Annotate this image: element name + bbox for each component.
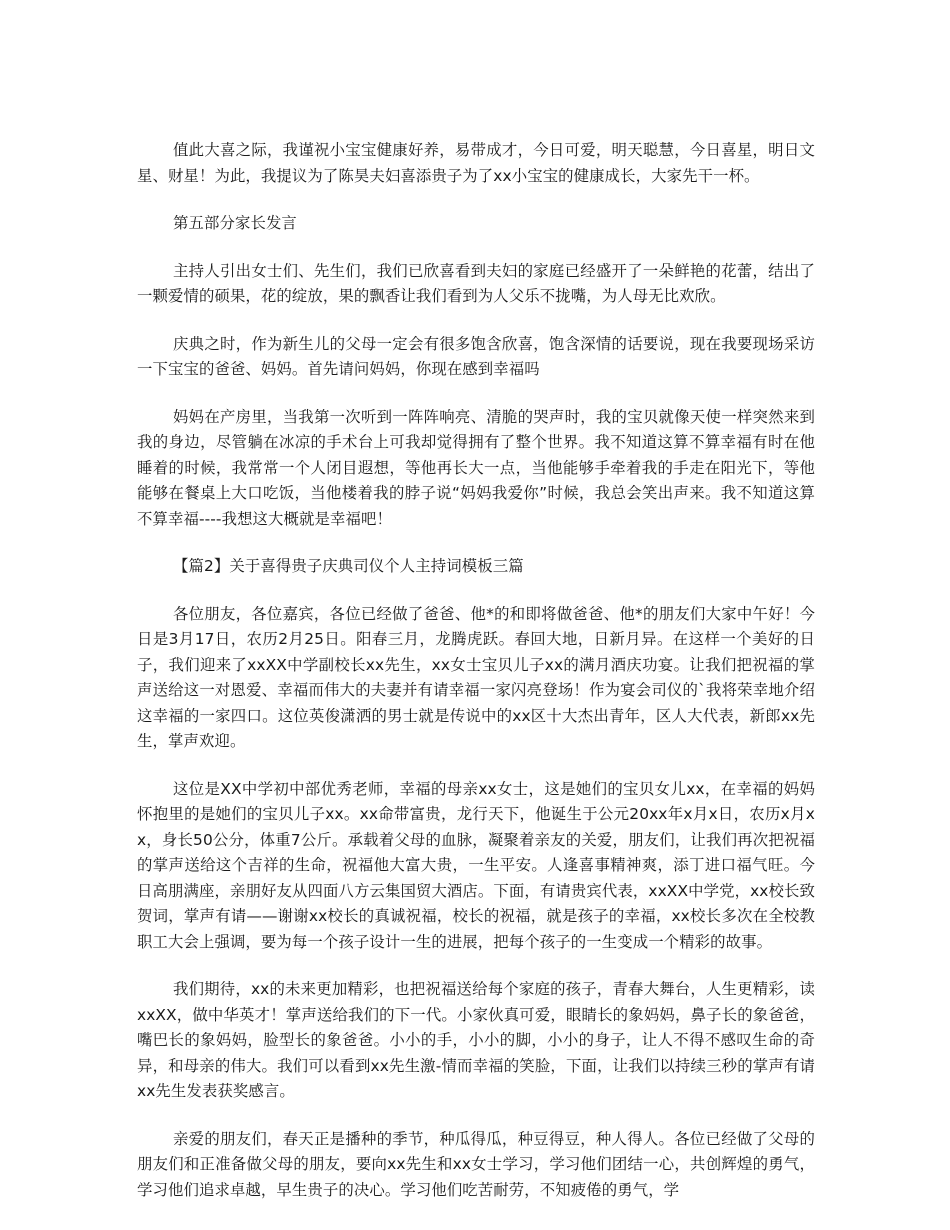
paragraph-spring: 亲爱的朋友们，春天正是播种的季节，种瓜得瓜，种豆得豆，种人得人。各位已经做了父母的朋友们和正准备做父母的朋友，要向xx先生和xx女士学习，学习他们团结一心，共创辉煌的勇气，学习他们追求卓越，早生贵子的决心。学习他们吃苦耐劳，不知疲倦的勇气，学 xyxy=(137,1129,815,1199)
section-heading-part-2: 【篇2】关于喜得贵子庆典司仪个人主持词模板三篇 xyxy=(173,557,524,575)
paragraph-welcome: 各位朋友，各位嘉宾，各位已经做了爸爸、他*的和即将做爸爸、他*的朋友们大家中午好！今日是3月17日，农历2月25日。阳春三月，龙腾虎跃。春回大地，日新月异。在这样一个美好的日子，我们迎来了xxXX中学副校长xx先生，xx女士宝贝儿子xx的满月酒庆功宴。让我们把祝福的掌声送给这一对恩爱、幸福而伟大的夫妻并有请幸福一家闪亮登场！作为宴会司仪的`我将荣幸地介绍这幸福的一家四口。这位英俊潇洒的男士就是传说中的xx区十大杰出青年，区人大代表，新郎xx先生，掌声欢迎。 xyxy=(137,604,815,750)
section-heading-parent-speech: 第五部分家长发言 xyxy=(173,214,297,232)
paragraph-toast: 值此大喜之际，我谨祝小宝宝健康好养，易带成才，今日可爱，明天聪慧，今日喜星，明日文星、财星！为此，我提议为了陈昊夫妇喜添贵子为了xx小宝宝的健康成长，大家先干一杯。 xyxy=(137,141,815,185)
paragraph-mother-intro: 这位是XX中学初中部优秀老师，幸福的母亲xx女士，这是她们的宝贝女儿xx，在幸福的妈妈怀抱里的是她们的宝贝儿子xx。xx命带富贵，龙行天下，他诞生于公元20xx年x月x日，农历x月xx，身长50公分，体重7公斤。承载着父母的血脉，凝聚着亲友的关爱，朋友们，让我们再次把祝福的掌声送给这个吉祥的生命，祝福他大富大贵，一生平安。人逢喜事精神爽，添丁进口福气旺。今日高朋满座，亲朋好友从四面八方云集国贸大酒店。下面，有请贵宾代表，xxXX中学党，xx校长致贺词，掌声有请——谢谢xx校长的真诚祝福，校长的祝福，就是孩子的幸福，xx校长多次在全校教职工大会上强调，要为每一个孩子设计一生的进展，把每个孩子的一生变成一个精彩的故事。 xyxy=(137,779,815,951)
paragraph-expectation: 我们期待，xx的未来更加精彩，也把祝福送给每个家庭的孩子，青春大舞台，人生更精彩，读xxXX，做中华英才！掌声送给我们的下一代。小家伙真可爱，眼睛长的象妈妈，鼻子长的象爸爸，嘴巴长的象妈妈，脸型长的象爸爸。小小的手，小小的脚，小小的身子，让人不得不感叹生命的奇异，和母亲的伟大。我们可以看到xx先生激-情而幸福的笑脸，下面，让我们以持续三秒的掌声有请xx先生发表获奖感言。 xyxy=(137,980,815,1100)
paragraph-host-intro: 主持人引出女士们、先生们，我们已欣喜看到夫妇的家庭已经盛开了一朵鲜艳的花蕾，结出了一颗爱情的硕果，花的绽放，果的飘香让我们看到为人父乐不拢嘴，为人母无比欢欣。 xyxy=(137,261,815,305)
paragraph-interview: 庆典之时，作为新生儿的父母一定会有很多饱含欣喜，饱含深情的话要说，现在我要现场采访一下宝宝的爸爸、妈妈。首先请问妈妈，你现在感到幸福吗 xyxy=(137,334,815,378)
paragraph-mother-speech: 妈妈在产房里，当我第一次听到一阵阵响亮、清脆的哭声时，我的宝贝就像天使一样突然来到我的身边，尽管躺在冰凉的手术台上可我却觉得拥有了整个世界。我不知道这算不算幸福有时在他睡着的时候，我常常一个人闭目遐想，等他再长大一点，当他能够手牵着我的手走在阳光下，等他能够在餐桌上大口吃饭，当他楼着我的脖子说“妈妈我爱你”时候，我总会笑出声来。我不知道这算不算幸福----我想这大概就是幸福吧！ xyxy=(137,407,815,528)
